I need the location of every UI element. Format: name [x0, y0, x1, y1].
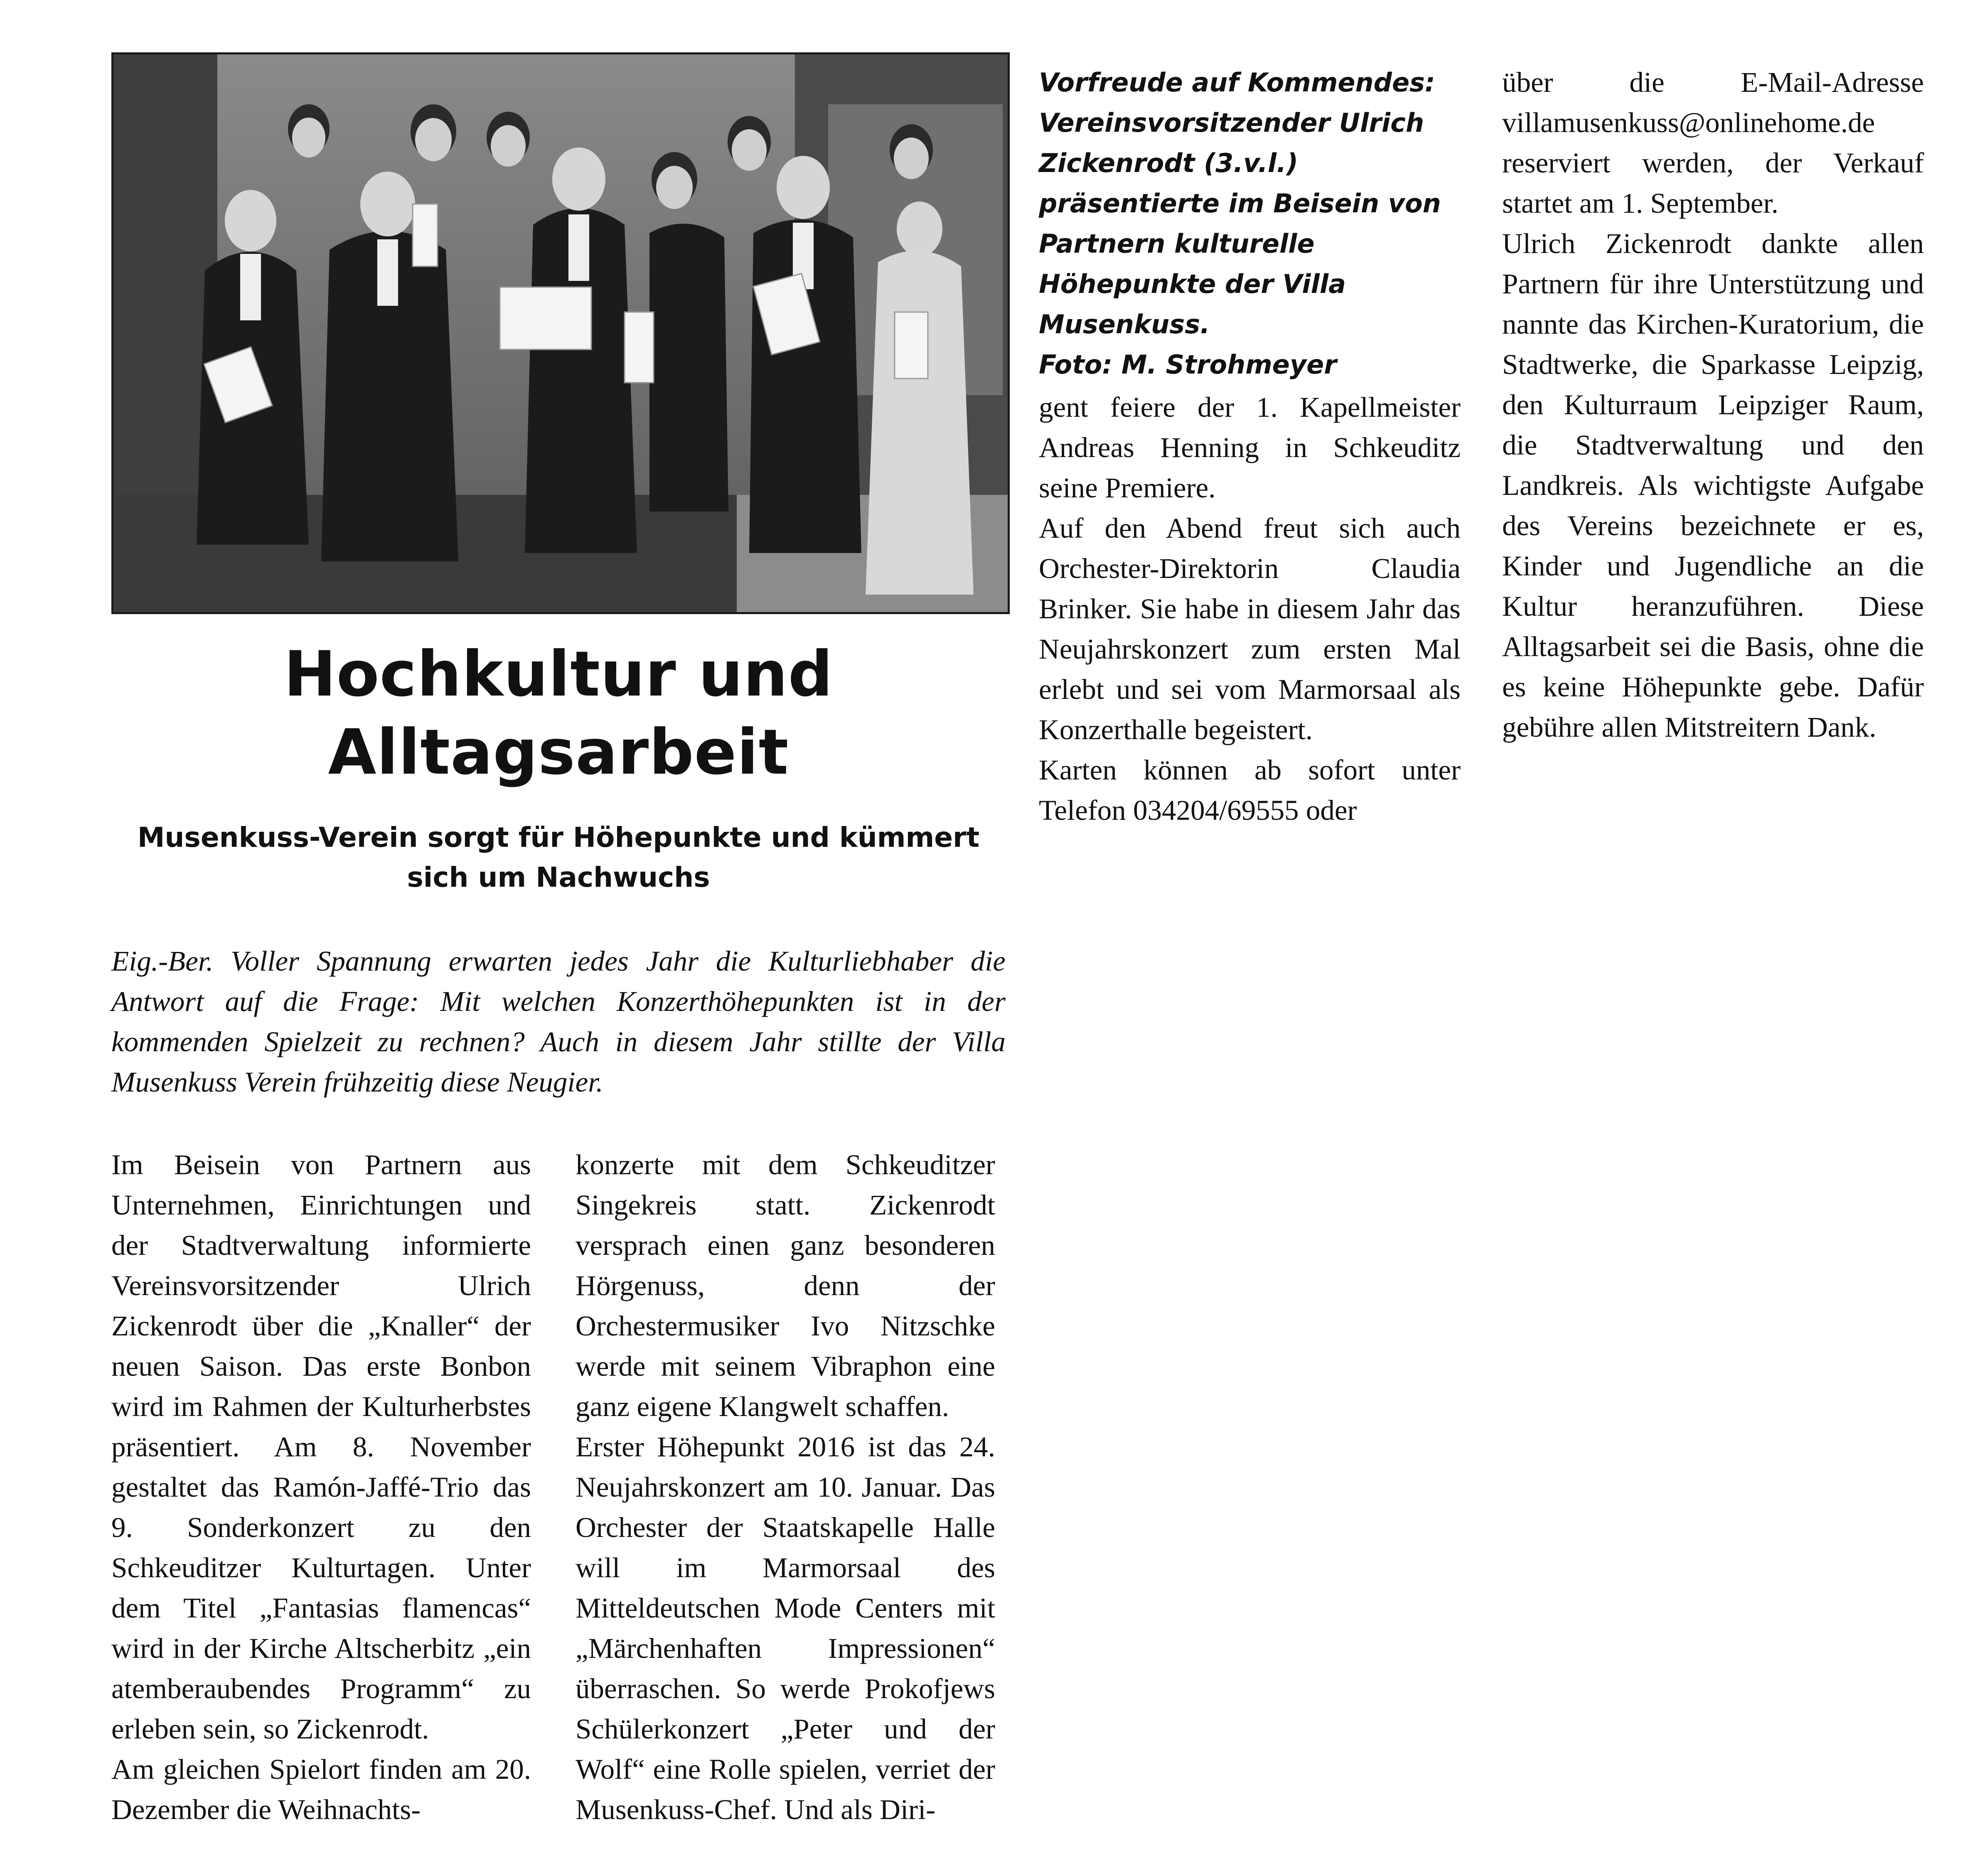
- photo-credit: Foto: M. Strohmeyer: [1039, 349, 1337, 380]
- body-column-1: [111, 1145, 531, 1830]
- paragraph: über die E-Mail-Adresse villamusenkuss@onlinehome.de reserviert werden, der Verkauf startet am 1. September.: [1502, 66, 1924, 219]
- group-photo-illustration: [113, 54, 1008, 612]
- photo-caption: [1039, 62, 1461, 385]
- caption-text: Vorfreude auf Kommendes: Vereinsvorsitzender Ulrich Zickenrodt (3.v.l.) präsentierte im Beisein von Partnern kulturelle Höhepunkte der Villa Musenkuss.: [1039, 67, 1441, 339]
- paragraph: Am gleichen Spielort finden am 20. Dezember die Weihnachts-: [111, 1753, 531, 1825]
- paragraph: Im Beisein von Partnern aus Unternehmen, Einrichtungen und der Stadtverwaltung informierte Vereinsvorsitzender Ulrich Zickenrodt über die „Knaller“ der neuen Saison. Das erste Bonbon wird im Rahmen der Kulturherbstes präsentiert. Am 8. November gestaltet das Ramón-Jaffé-Trio das 9. Sonderkonzert zu den Schkeuditzer Kulturtagen. Unter dem Titel „Fantasias flamencas“ wird in der Kirche Altscherbitz „ein atemberaubendes Programm“ zu erleben sein, so Zickenrodt.: [111, 1149, 531, 1745]
- paragraph: Ulrich Zickenrodt dankte allen Partnern für ihre Unterstützung und nannte das Kirchen-Kuratorium, die Stadtwerke, die Sparkasse Leipzig, den Kulturraum Leipziger Raum, die Stadtverwaltung und den Landkreis. Als wichtigste Aufgabe des Vereins bezeichnete er es, Kinder und Jugendliche an die Kultur heranzuführen. Diese Alltagsarbeit sei die Basis, ohne die es keine Höhepunkte gebe. Dafür gebühre allen Mitstreitern Dank.: [1502, 228, 1924, 743]
- intro-paragraph: Eig.-Ber. Voller Spannung erwarten jedes Jahr die Kulturliebhaber die Antwort auf die Frage: Mit welchen Konzerthöhepunkten ist in der kommenden Spielzeit zu rechnen? Auch in diesem Jahr stillte der Villa Musenkuss Verein frühzeitig diese Neugier.: [111, 945, 1006, 1098]
- paragraph: konzerte mit dem Schkeuditzer Singekreis statt. Zickenrodt versprach einen ganz besonderen Hörgenuss, denn der Orchestermusiker Ivo Nitzschke werde mit seinem Vibraphon eine ganz eigene Klangwelt schaffen.: [576, 1149, 995, 1422]
- paragraph: gent feiere der 1. Kapellmeister Andreas Henning in Schkeuditz seine Premiere.: [1039, 391, 1461, 504]
- headline: Hochkultur und Alltagsarbeit: [284, 638, 833, 789]
- body-column-4: [1502, 62, 1924, 747]
- body-column-2: [576, 1145, 995, 1830]
- paragraph: Karten können ab sofort unter Telefon 034204/69555 oder: [1039, 754, 1461, 826]
- paragraph: Erster Höhepunkt 2016 ist das 24. Neujahrskonzert am 10. Januar. Das Orchester der Staatskapelle Halle will im Marmorsaal des Mitteldeutschen Mode Centers mit „Märchenhaften Impressionen“ überraschen. So werde Prokofjews Schülerkonzert „Peter und der Wolf“ eine Rolle spielen, verriet der Musenkuss-Chef. Und als Diri-: [576, 1431, 995, 1825]
- subheadline: Musenkuss-Verein sorgt für Höhepunkte und kümmert sich um Nachwuchs: [137, 821, 980, 893]
- body-column-3: [1039, 387, 1461, 831]
- paragraph: Auf den Abend freut sich auch Orchester-Direktorin Claudia Brinker. Sie habe in diesem Jahr das Neujahrskonzert zum ersten Mal erlebt und sei vom Marmorsaal als Konzerthalle begeistert.: [1039, 512, 1461, 745]
- article-photo: [111, 52, 1010, 614]
